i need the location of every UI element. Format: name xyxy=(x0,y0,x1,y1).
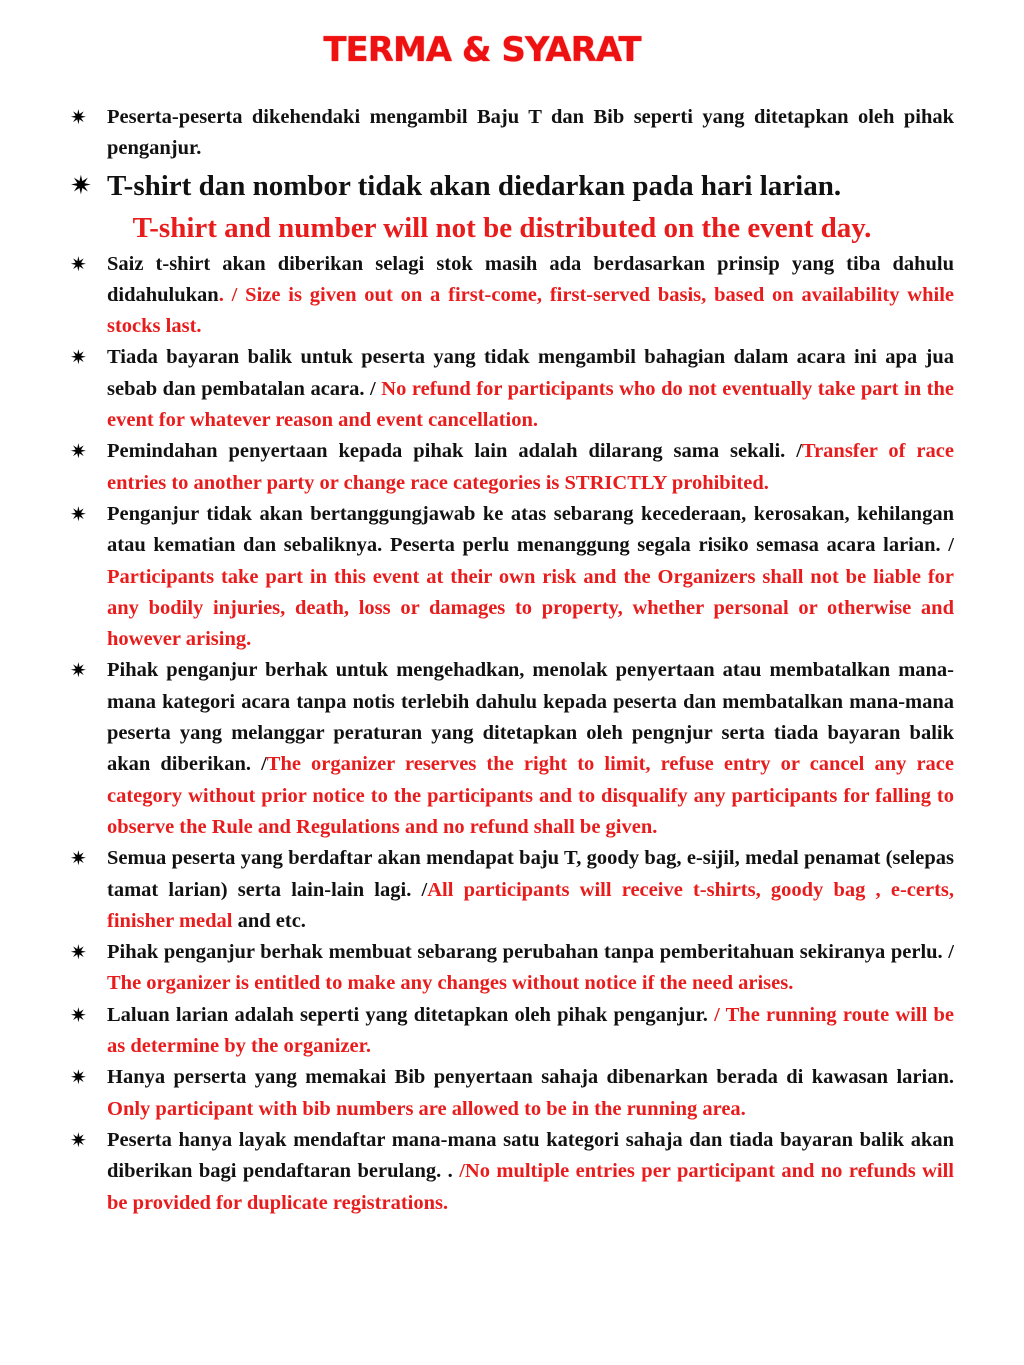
term-text-en: Only participant with bib numbers are allowed to be in the running area. xyxy=(107,1097,746,1120)
terms-list xyxy=(70,102,954,1219)
list-item xyxy=(70,436,954,499)
term-text-en: T-shirt and number will not be distributed on the event day. xyxy=(132,211,872,244)
star-bullet-icon: ✷ xyxy=(70,1002,87,1027)
star-bullet-icon: ✷ xyxy=(70,170,92,201)
term-text-ms: Pihak penganjur berhak membuat sebarang perubahan tanpa pemberitahuan sekiranya perlu. / xyxy=(107,941,954,964)
list-item xyxy=(70,165,954,207)
list-item xyxy=(70,937,954,1000)
star-bullet-icon: ✷ xyxy=(70,501,87,526)
star-bullet-icon: ✷ xyxy=(70,345,87,370)
term-text-en: All participants will receive t-shirts, goody bag , e-certs, finisher medal xyxy=(107,878,955,932)
term-text-ms: Hanya perserta yang memakai Bib penyertaan sahaja dibenarkan berada di kawasan larian. xyxy=(107,1066,954,1089)
term-text-ms: Pemindahan penyertaan kepada pihak lain adalah dilarang sama sekali. / xyxy=(107,440,802,463)
term-text-ms: Laluan larian adalah seperti yang ditetapkan oleh pihak penganjur. xyxy=(107,1003,715,1026)
star-bullet-icon: ✷ xyxy=(70,1065,87,1090)
star-bullet-icon: ✷ xyxy=(70,658,87,683)
star-bullet-icon: ✷ xyxy=(70,846,87,871)
term-text-en: Participants take part in this event at their own risk and the Organizers shall not be liable for any bodily injuries, death, loss or damages to property, whether personal or otherwise and however arising. xyxy=(107,565,954,651)
list-item xyxy=(70,342,954,436)
list-item xyxy=(70,1000,954,1063)
term-text-ms: Saiz t-shirt akan diberikan selagi stok masih ada berdasarkan prinsip yang tiba dahulu didahulukan xyxy=(107,252,954,306)
page-title: TERMA & SYARAT xyxy=(323,30,641,70)
star-bullet-icon: ✷ xyxy=(70,251,87,276)
term-text-ms: Penganjur tidak akan bertanggungjawab ke atas sebarang kecederaan, kerosakan, kehilangan atau kematian dan sebaliknya. Peserta perlu menanggung segala risiko semasa acara larian. / xyxy=(107,502,954,557)
term-text-en: . / Size is given out on a first-come, first-served basis, based on availability while stocks last. xyxy=(107,283,954,338)
term-text-en: /No multiple entries per participant and no refunds will be provided for duplicate registrations. xyxy=(107,1160,955,1214)
star-bullet-icon: ✷ xyxy=(70,105,87,129)
term-text-en: The organizer is entitled to make any changes without notice if the need arises. xyxy=(107,972,794,995)
term-text-ms: T-shirt dan nombor tidak akan diedarkan pada hari larian. xyxy=(107,169,842,202)
term-text-en: / The running route will be as determine by the organizer. xyxy=(107,1003,954,1058)
term-text-tail: and etc. xyxy=(232,909,306,932)
star-bullet-icon: ✷ xyxy=(70,940,87,965)
term-text-ms: Semua peserta yang berdaftar akan mendapat baju T, goody bag, e-sijil, medal penamat (selepas tamat larian) serta lain-lain lagi. / xyxy=(107,847,954,901)
list-item xyxy=(70,655,954,843)
term-text-ms: Peserta hanya layak mendaftar mana-mana satu kategori sahaja dan tiada bayaran balik akan diberikan bagi pendaftaran berulang. . xyxy=(107,1128,954,1183)
term-text-ms: Pihak penganjur berhak untuk mengehadkan, menolak penyertaan atau membatalkan mana-mana kategori acara tanpa notis terlebih dahulu kepada peserta dan membatalkan mana-mana peserta yang melanggar peraturan yang ditetapkan oleh pengnjur serta tiada bayaran balik akan diberikan. / xyxy=(107,659,954,776)
star-bullet-icon: ✷ xyxy=(70,439,87,464)
term-text-en: The organizer reserves the right to limit, refuse entry or cancel any race category without prior notice to the participants and to disqualify any participants for falling to observe the Rule and Regulations and no refund shall be given. xyxy=(107,753,954,838)
list-item xyxy=(70,1125,954,1219)
star-bullet-icon: ✷ xyxy=(70,1127,87,1152)
list-item xyxy=(70,1062,954,1125)
term-text-ms: Tiada bayaran balik untuk peserta yang tidak mengambil bahagian dalam acara ini apa jua sebab dan pembatalan acara. / xyxy=(107,346,954,400)
list-item xyxy=(70,499,954,655)
list-item xyxy=(70,843,954,937)
term-text-ms: Peserta-peserta dikehendaki mengambil Baju T dan Bib seperti yang ditetapkan oleh pihak penganjur. xyxy=(107,106,954,160)
term-text-en: No refund for participants who do not eventually take part in the event for whatever reason and event cancellation. xyxy=(107,377,954,432)
list-item xyxy=(70,249,954,343)
term-text-en: Transfer of race entries to another party or change race categories is STRICTLY prohibited. xyxy=(107,440,954,494)
list-item xyxy=(70,102,954,165)
